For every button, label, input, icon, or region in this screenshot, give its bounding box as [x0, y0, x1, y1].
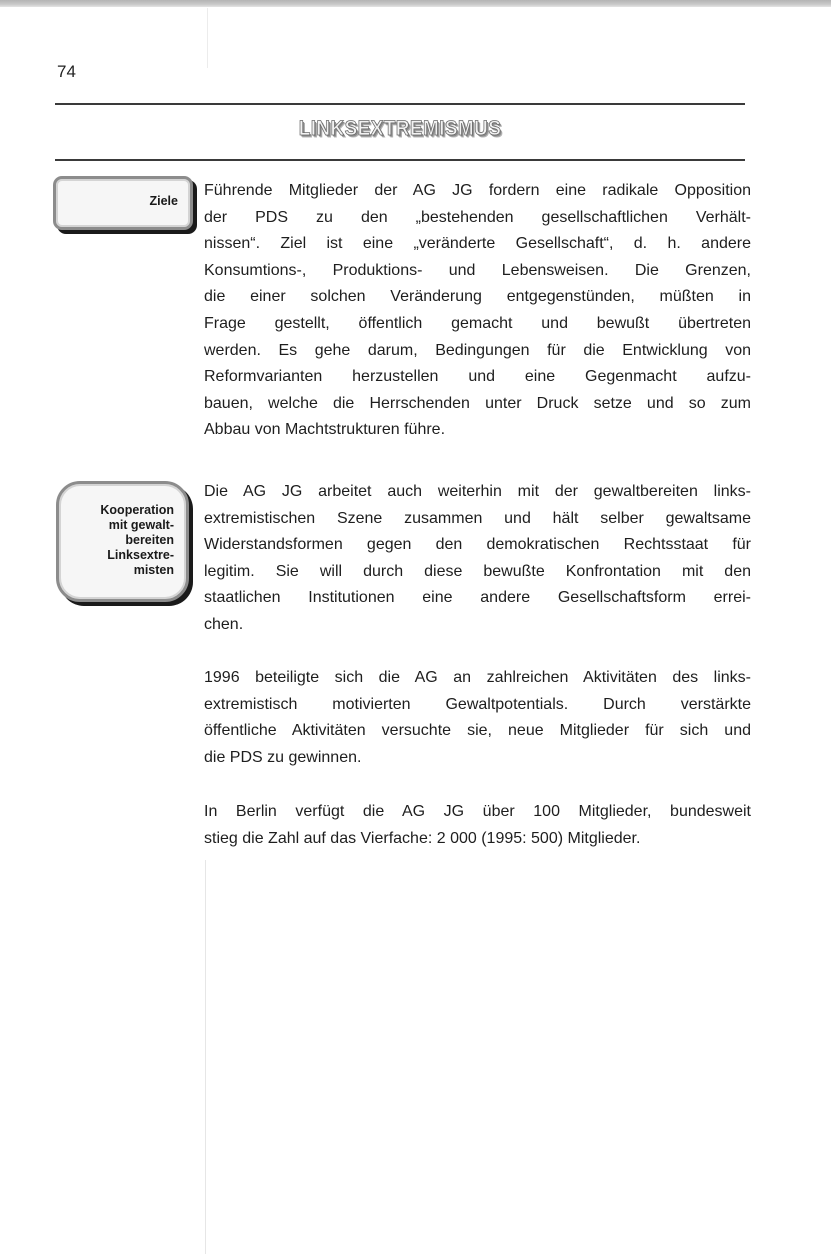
text-line: Widerstandsformen gegen den demokratischen Rechtsstaat für [204, 536, 751, 554]
section-title: LINKSEXTREMISMUS [298, 117, 502, 140]
callout-line: mit gewalt- [108, 518, 174, 532]
margin-callout-ziele [53, 176, 193, 230]
text-line: legitim. Sie will durch diese bewußte Konfrontation mit den [204, 562, 751, 580]
text-line: die einer solchen Veränderung entgegenstünden, müßten in [204, 288, 751, 306]
text-line: die PDS zu gewinnen. [204, 748, 362, 766]
callout-line: misten [133, 563, 174, 577]
text-line: staatlichen Institutionen eine andere Gesellschaftsform errei- [204, 589, 751, 607]
callout-line: Ziele [149, 194, 178, 208]
text-line: stieg die Zahl auf das Vierfache: 2 000 (1995: 500) Mitglieder. [204, 829, 641, 847]
margin-callout-kooperation [56, 481, 189, 602]
text-line: chen. [204, 615, 244, 633]
text-line: extremistisch motivierten Gewaltpotentials. Durch verstärkte [204, 695, 751, 713]
text-line: Die AG JG arbeitet auch weiterhin mit der gewaltbereiten links- [204, 483, 751, 500]
callout-line: Kooperation [100, 503, 174, 517]
scan-artifact-line [207, 8, 208, 68]
text-line: 1996 beteiligte sich die AG an zahlreichen Aktivitäten des links- [204, 669, 751, 686]
text-line: bauen, welche die Herrschenden unter Druck setze und so zum [204, 394, 751, 412]
text-line: Abbau von Machtstrukturen führe. [204, 421, 446, 439]
text-line: werden. Es gehe darum, Bedingungen für die Entwicklung von [204, 341, 751, 359]
header-rule-top [55, 103, 745, 105]
paragraph-kooperation [204, 479, 751, 639]
text-line: Konsumtions-, Produktions- und Lebensweisen. Die Grenzen, [204, 261, 751, 279]
text-line: extremistischen Szene zusammen und hält selber gewaltsame [204, 509, 751, 527]
paragraph-ziele [204, 178, 751, 444]
paragraph-membership [204, 799, 751, 852]
callout-line: bereiten [125, 533, 174, 547]
text-line: nissen“. Ziel ist eine „veränderte Gesellschaft“, d. h. andere [204, 235, 751, 253]
text-line: Reformvarianten herzustellen und eine Gegenmacht aufzu- [204, 368, 751, 386]
text-line: In Berlin verfügt die AG JG über 100 Mitglieder, bundesweit [204, 803, 751, 820]
text-line: öffentliche Aktivitäten versuchte sie, neue Mitglieder für sich und [204, 722, 751, 740]
callout-line: Linksextre- [107, 548, 174, 562]
scan-artifact-line [205, 860, 206, 1254]
page-number: 74 [57, 62, 76, 81]
text-line: der PDS zu den „bestehenden gesellschaftlichen Verhält- [204, 208, 751, 226]
paragraph-activities-1996 [204, 665, 751, 771]
text-line: Frage gestellt, öffentlich gemacht und bewußt übertreten [204, 314, 751, 332]
text-line: Führende Mitglieder der AG JG fordern eine radikale Opposition [204, 182, 751, 199]
header-rule-bottom [55, 159, 745, 161]
scan-edge-strip [0, 0, 831, 7]
